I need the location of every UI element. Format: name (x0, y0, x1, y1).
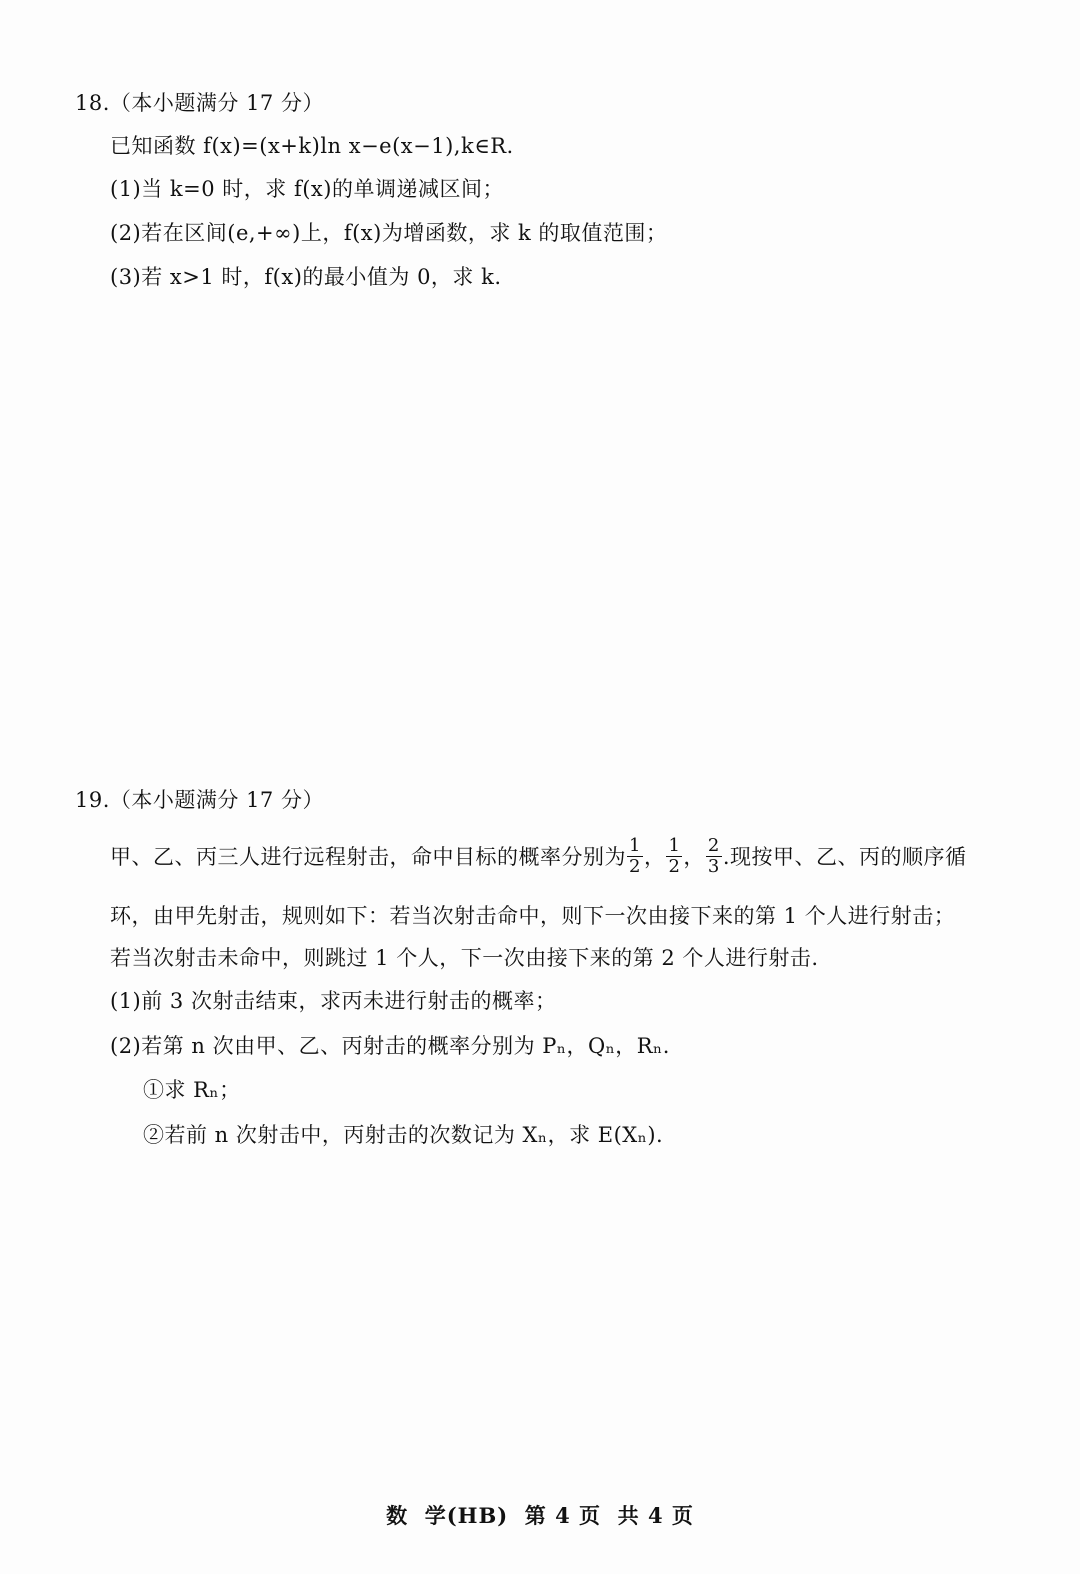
q19-part2-ii: ②若前 n 次射击中，丙射击的次数记为 Xₙ，求 E(Xₙ). (143, 1123, 664, 1147)
q19-stem-line1: 甲、乙、丙三人进行远程射击，命中目标的概率分别为 $\frac{1}{2}$ ， $\frac{1}{2}$ ， $\frac{2}{3}$ .现按甲、乙、丙的顺序循 (110, 835, 967, 877)
q19-part1: (1)前 3 次射击结束，求丙未进行射击的概率； (110, 989, 557, 1013)
page-footer: 数 学(HB) 第 4 页 共 4 页 (386, 1503, 694, 1528)
q18-part2: (2)若在区间(e,+∞)上，f(x)为增函数，求 k 的取值范围； (110, 221, 668, 245)
q18-header: 18.（本小题满分 17 分） (75, 91, 324, 115)
q18-stem: 已知函数 f(x)=(x+k)ln x−e(x−1),k∈R. (110, 134, 514, 158)
q19-stem-b: .现按甲、乙、丙的顺序循 (722, 845, 967, 869)
q19-part2-i: ①求 Rₙ； (143, 1078, 241, 1102)
fraction-2: $\frac{1}{2}$ (668, 835, 681, 877)
q19-part2: (2)若第 n 次由甲、乙、丙射击的概率分别为 Pₙ，Qₙ，Rₙ. (110, 1034, 670, 1058)
q19-header: 19.（本小题满分 17 分） (75, 788, 324, 812)
q19-stem-a: 甲、乙、丙三人进行远程射击，命中目标的概率分别为 (110, 845, 626, 869)
q19-stem-line2: 环，由甲先射击，规则如下：若当次射击命中，则下一次由接下来的第 1 个人进行射击； (110, 904, 956, 928)
q18-part3: (3)若 x>1 时，f(x)的最小值为 0，求 k. (110, 265, 502, 289)
q19-stem-line3: 若当次射击未命中，则跳过 1 个人，下一次由接下来的第 2 个人进行射击. (110, 946, 819, 970)
fraction-1: $\frac{1}{2}$ (629, 835, 641, 877)
q18-part1: (1)当 k=0 时，求 f(x)的单调递减区间； (110, 177, 504, 201)
fraction-3: $\frac{2}{3}$ (707, 835, 720, 877)
